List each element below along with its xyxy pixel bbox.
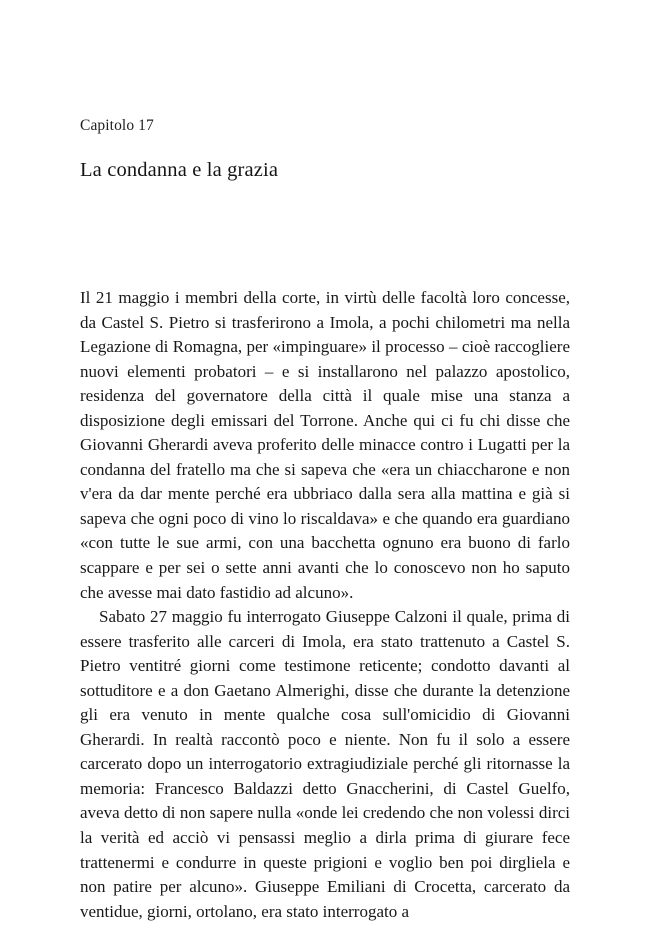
paragraph: Sabato 27 maggio fu interrogato Giuseppe Calzoni il quale, prima di essere trasferito alle carceri di Imola, era stato trattenuto a Castel S. Pietro ventitré giorni come testimone reticente; condotto davanti al sottuditore e a don Gaetano Almerighi, disse che durante la detenzione gli era venuto in mente qualche cosa sull'omicidio di Giovanni Gherardi. In realtà raccontò poco e niente. Non fu il solo a essere carcerato dopo un interrogatorio extragiudiziale perché gli ritornasse la memoria: Francesco Baldazzi detto Gnaccherini, di Castel Guelfo, aveva detto di non sapere nulla «onde lei credendo che non volessi dirci la verità ed acciò vi pensassi meglio a dirla prima di giurare fece trattenermi e condurre in queste prigioni e voglio ben poi dirgliela e non patire per alcuno». Giuseppe Emiliani di Crocetta, carcerato da ventidue, giorni, ortolano, era stato interrogato a [80, 607, 570, 921]
paragraph: Il 21 maggio i membri della corte, in virtù delle facoltà loro concesse, da Castel S. Pietro si trasferirono a Imola, a pochi chilometri ma nella Legazione di Romagna, per «impinguare» il processo – cioè raccogliere nuovi elementi probatori – e si installarono nel palazzo apostolico, residenza del governatore della città il quale mise una stanza a disposizione degli emissari del Torrone. Anche qui ci fu chi disse che Giovanni Gherardi aveva proferito delle minacce contro i Lugatti per la condanna del fratello ma che si sapeva che «era un chiaccharone e non v'era da dar mente perché era ubbriaco dalla sera alla mattina e già si sapeva che ogni poco di vino lo riscaldava» e che quando era guardiano «con tutte le sue armi, con una bacchetta ognuno era buono di farlo scappare e per sei o sette anni avanti che lo conoscevo non ho saputo che avesse mai dato fastidio ad alcuno». [80, 288, 570, 602]
chapter-title: La condanna e la grazia [80, 159, 279, 181]
body-text [80, 286, 570, 924]
chapter-number-label: Capitolo 17 [80, 117, 154, 134]
